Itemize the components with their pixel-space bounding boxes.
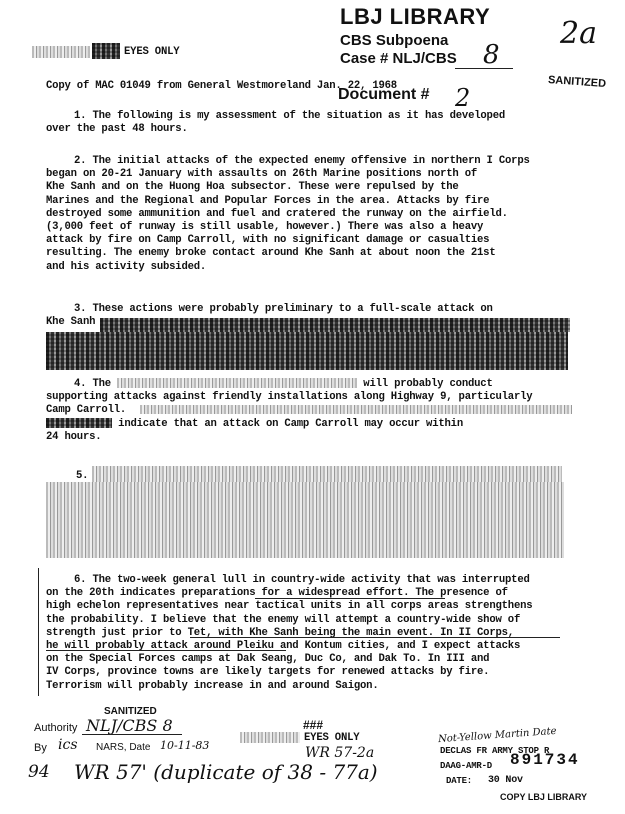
- redaction-block: [46, 332, 568, 370]
- paragraph-6-line: Terrorism will probably increase in and around Saigon.: [46, 679, 379, 692]
- redaction-block: [92, 466, 562, 482]
- paragraph-4-line: Camp Carroll.: [46, 404, 127, 417]
- case-underline: [455, 68, 513, 69]
- paragraph-5-number: 5.: [76, 470, 89, 482]
- margin-bracket: [38, 568, 39, 696]
- wr-duplicate-note: WR 57' (duplicate of 38 - 77a): [74, 760, 378, 784]
- paragraph-6-line: 6. The two-week general lull in country-wide activity that was interrupted: [74, 574, 530, 586]
- date-label: DATE:: [446, 776, 473, 786]
- classification-label: EYES ONLY: [124, 46, 180, 58]
- library-stamp: [340, 4, 500, 67]
- paragraph-6-line: IV Corps, province towns are likely targets for renewed attacks by fire.: [46, 666, 490, 679]
- paragraph-1-line: over the past 48 hours.: [46, 123, 188, 136]
- copy-library-stamp: COPY LBJ LIBRARY: [500, 792, 588, 802]
- redaction-inline: [117, 378, 357, 388]
- footer-sanitized: SANITIZED: [104, 706, 157, 717]
- paragraph-3-line: 3. These actions were probably preliminary to a full-scale attack on: [74, 303, 493, 315]
- authority-value: NLJ/CBS 8: [86, 716, 173, 735]
- paragraph-6-line: the probability. I believe that the enemy will attempt a country-wide show of: [46, 613, 521, 626]
- reviewer-signature: Not-Yellow Martin Date: [437, 725, 557, 746]
- library-name: LBJ LIBRARY: [340, 4, 491, 29]
- by-value: ics: [58, 737, 78, 753]
- authority-line: [82, 734, 182, 735]
- underline-mark: [46, 650, 286, 651]
- left-margin-note: 94: [28, 762, 50, 782]
- paragraph-2-line: began on 20-21 January with assaults on 26th Marine positions north of: [46, 168, 478, 181]
- paragraph-2-line: Khe Sanh and on the Huong Hoa subsector. These were repulsed by the: [46, 181, 459, 194]
- paragraph-6: [46, 574, 532, 693]
- nars-label: NARS, Date: [96, 742, 151, 753]
- paragraph-6-line: on the 20th indicates preparations for a widespread effort. The presence of: [46, 587, 508, 600]
- paragraph-2-line: Marines and the Regional and Popular Forces in the area. Attacks by fire: [46, 194, 490, 207]
- paragraph-1-line: 1. The following is my assessment of the situation as it has developed: [74, 110, 506, 122]
- paragraph-2-line: and his activity subsided.: [46, 260, 207, 273]
- underline-mark: [255, 598, 445, 599]
- redaction-inline: [46, 418, 112, 428]
- document-label: Document #: [338, 86, 430, 103]
- paragraph-1: [46, 110, 505, 136]
- redaction-block: [140, 405, 572, 414]
- hash-mark: ###: [303, 718, 324, 732]
- paragraph-4-line: indicate that an attack on Camp Carroll may occur within: [118, 417, 463, 430]
- underline-mark: [190, 637, 560, 638]
- date-value: 30 Nov: [488, 775, 523, 786]
- paragraph-4-line: 24 hours.: [46, 430, 102, 443]
- authority-label: Authority: [34, 722, 78, 734]
- footer-eyes-only: EYES ONLY: [304, 732, 360, 744]
- paragraph-6-line: strength just prior to Tet, with Khe Sanh being the main event. In II Corps,: [46, 626, 514, 639]
- sanitized-stamp: SANITIZED: [547, 73, 607, 91]
- paragraph-6-line: he will probably attack around Pleiku and Kontum cities, and I expect attacks: [46, 640, 521, 653]
- paragraph-2: [46, 155, 530, 274]
- paragraph-2-line: (3,000 feet of runway is still usable, however.) There was also a heavy: [46, 221, 484, 234]
- by-label: By: [34, 742, 47, 754]
- footer-redaction: [240, 732, 300, 743]
- paragraph-3-line: Khe Sanh: [46, 316, 96, 329]
- paragraph-2-line: resulting. The enemy broke contact around Khe Sanh at about noon the 21st: [46, 247, 496, 260]
- paragraph-2-line: destroyed some ammunition and fuel and cratered the runway on the airfield.: [46, 207, 508, 220]
- declas-line: DECLAS FR ARMY STOP R: [440, 746, 550, 756]
- case-number: 8: [483, 40, 500, 70]
- paragraph-2-line: 2. The initial attacks of the expected enemy offensive in northern I Corps: [74, 155, 530, 167]
- daag-number: 891734: [510, 751, 580, 769]
- case-label: Case # NLJ/CBS: [340, 50, 457, 67]
- classification-redaction-dark: [92, 43, 120, 59]
- redaction-block: [100, 318, 570, 332]
- redaction-block: [46, 482, 564, 558]
- paragraph-4-start: 4. The: [74, 378, 111, 390]
- page-mark: 2a: [560, 16, 597, 51]
- nars-date: 10-11-83: [160, 739, 210, 752]
- classification-redaction: [32, 46, 90, 58]
- copy-line: Copy of MAC 01049 from General Westmoreland Jan. 22, 1968: [46, 80, 397, 92]
- subpoena-label: CBS Subpoena: [340, 32, 449, 49]
- paragraph-4-line: supporting attacks against friendly installations along Highway 9, particularly: [46, 391, 533, 404]
- document-number: 2: [455, 84, 471, 112]
- wr-top-note: WR 57-2a: [305, 745, 375, 761]
- daag-label: DAAG-AMR-D: [440, 761, 493, 771]
- paragraph-6-line: high echelon representatives near tactical units in all corps areas strengthens: [46, 600, 533, 613]
- paragraph-6-line: on the Special Forces camps at Dak Seang, Duc Co, and Dak To. In III and: [46, 653, 490, 666]
- paragraph-4-rest: will probably conduct: [363, 378, 493, 390]
- paragraph-2-line: attack by fire on Camp Carroll, with no significant damage or casualties: [46, 234, 490, 247]
